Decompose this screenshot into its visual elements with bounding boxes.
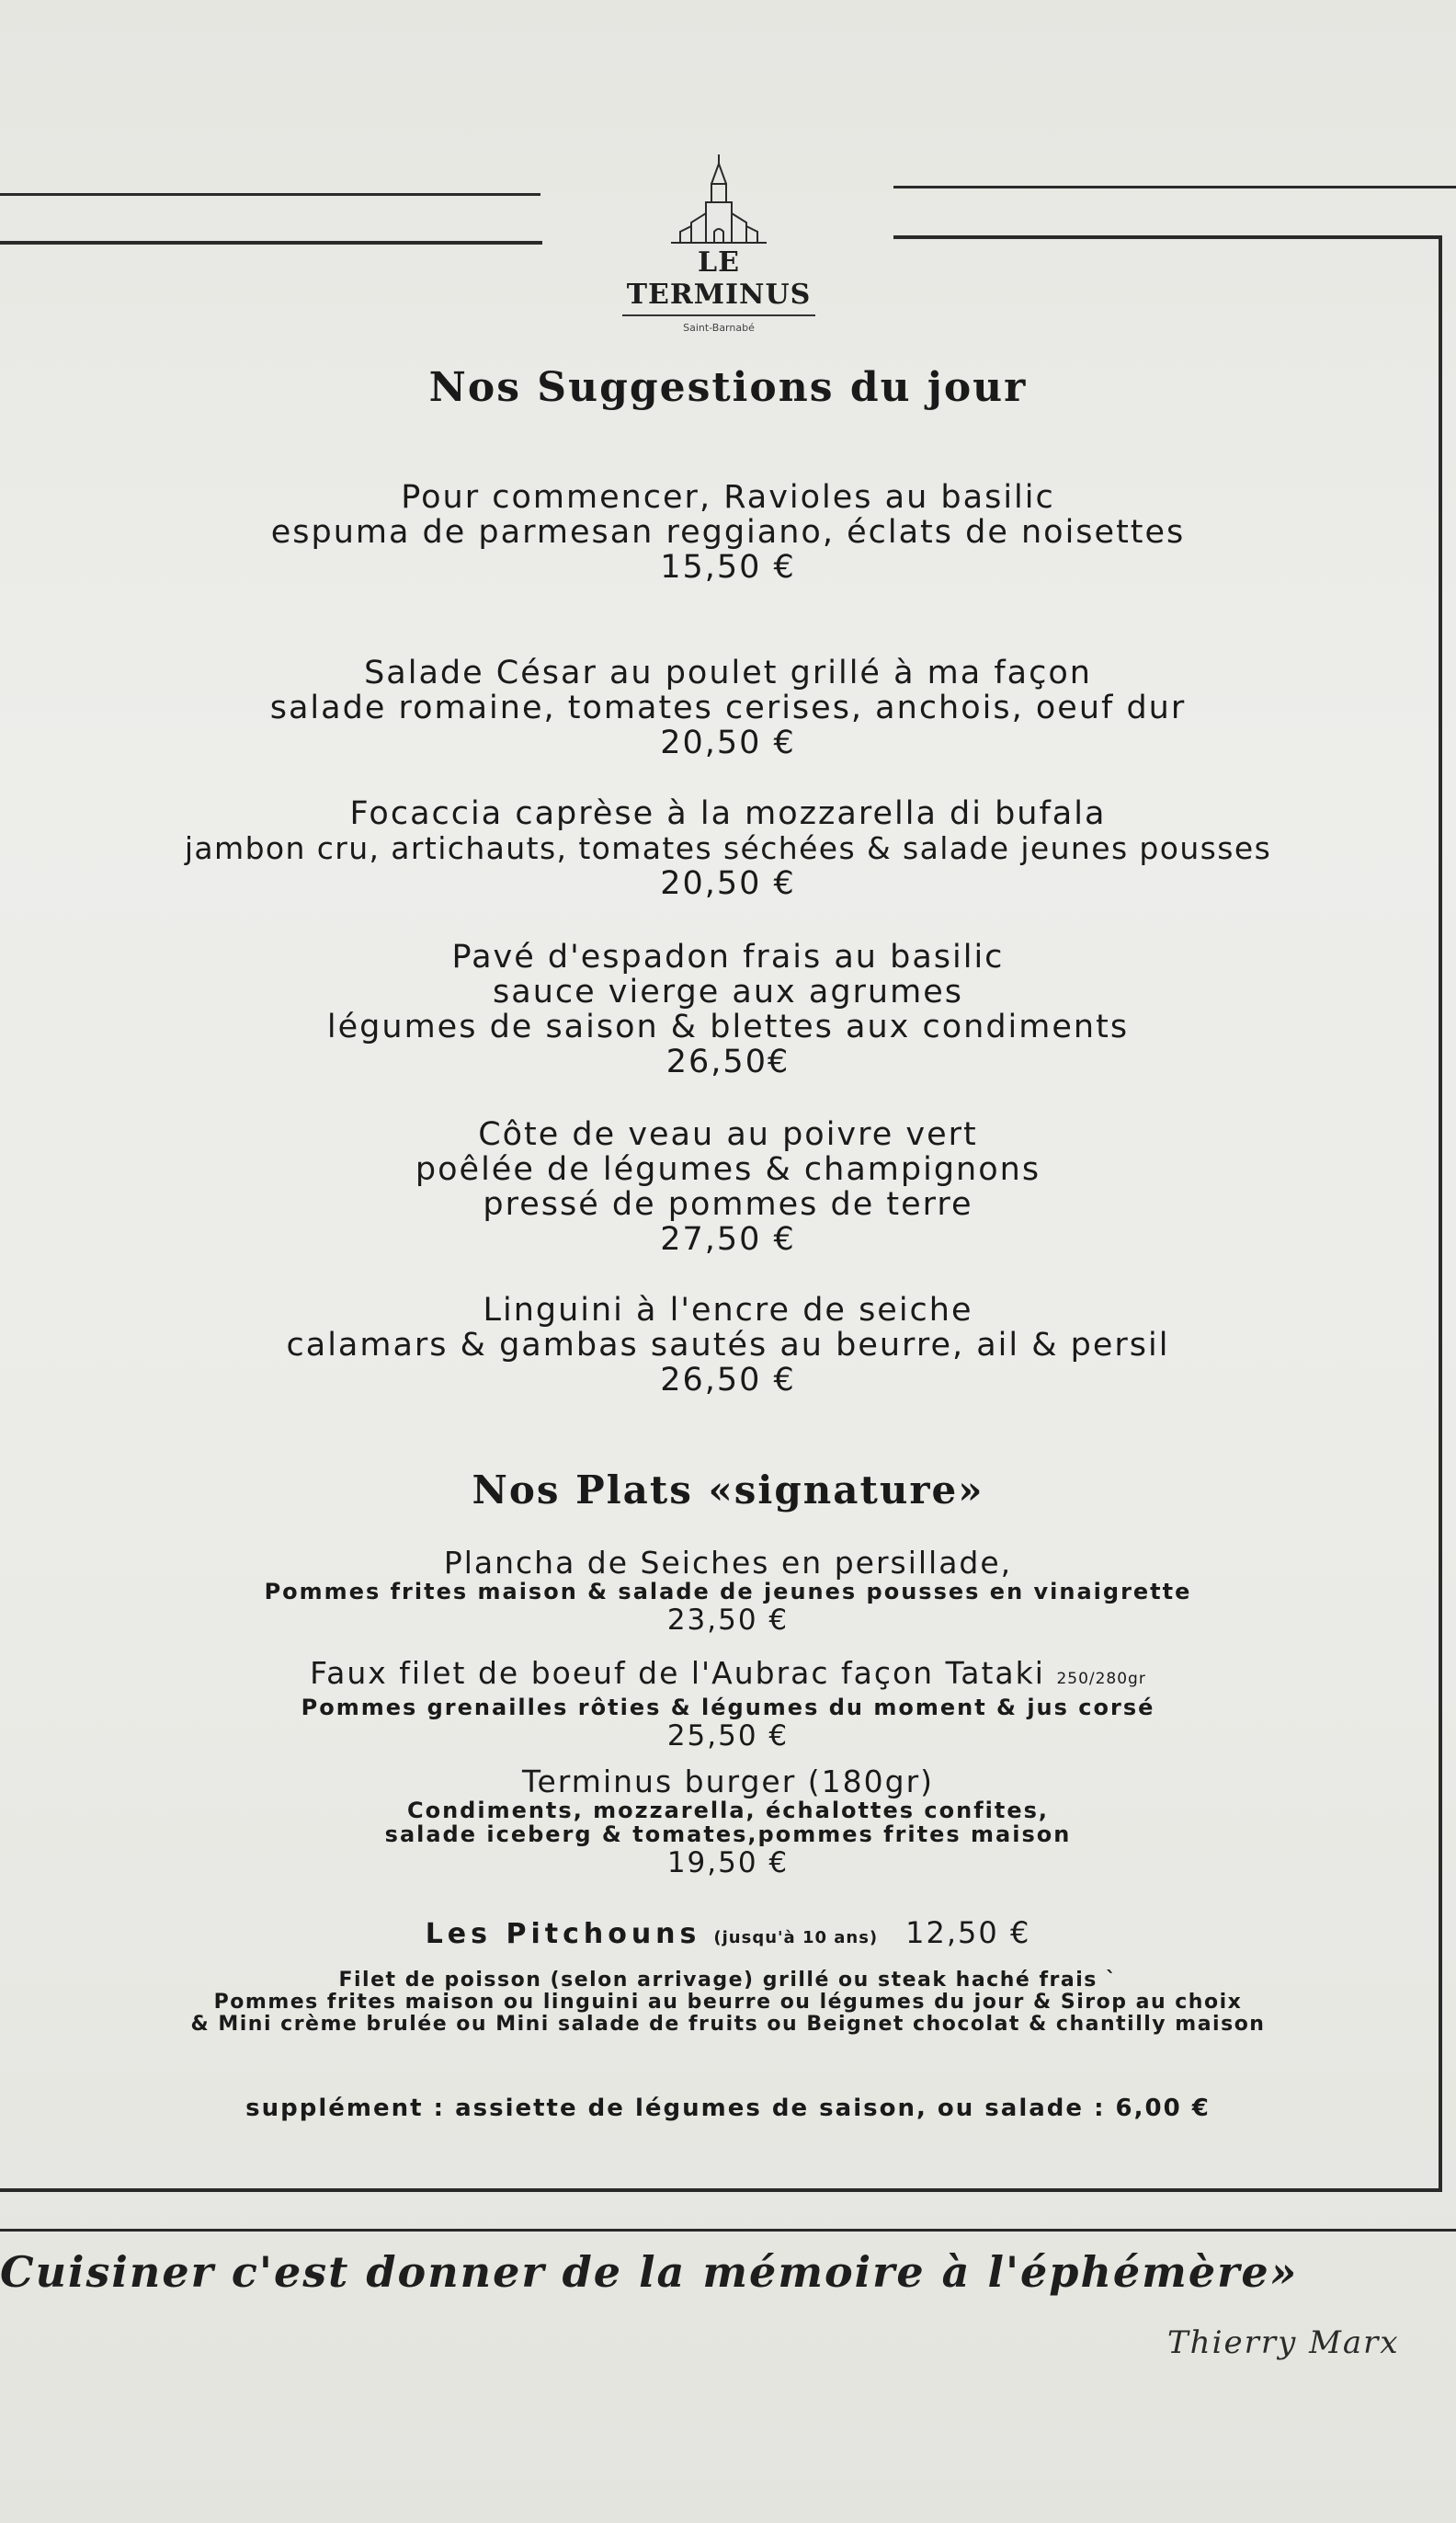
supplement-note: supplément : assiette de légumes de saison, ou salade : 6,00 €: [245, 2095, 1211, 2122]
suggestion-dish: [0, 940, 1456, 1079]
dish-weight: 250/280gr: [1056, 1670, 1146, 1688]
dish-price: 26,50 €: [660, 1362, 796, 1398]
dish-price: 26,50€: [665, 1044, 791, 1080]
dish-line: espuma de parmesan reggiano, éclats de noisettes: [270, 514, 1186, 551]
dish-price: 25,50 €: [666, 1719, 790, 1752]
signature-dish: [0, 1657, 1456, 1752]
dish-details: salade iceberg & tomates,pommes frites maison: [384, 1821, 1072, 1847]
top-rule-left-upper: [0, 193, 540, 196]
kids-menu-line: & Mini crème brulée ou Mini salade de fruits ou Beignet chocolat & chantilly maison: [190, 2013, 1266, 2036]
dish-line: sauce vierge aux agrumes: [493, 974, 963, 1010]
church-steeple-icon: [664, 153, 774, 245]
bottom-rule-upper: [0, 2188, 1442, 2192]
dish-line: Pavé d'espadon frais au basilic: [451, 939, 1005, 976]
kids-menu-title: Les Pitchouns: [425, 1918, 701, 1950]
dish-price: 19,50 €: [666, 1846, 790, 1879]
dish-price: 27,50 €: [660, 1221, 796, 1258]
dish-line: Focaccia caprèse à la mozzarella di bufala: [349, 795, 1107, 832]
restaurant-logo: [612, 153, 825, 334]
dish-price: 20,50 €: [660, 865, 796, 902]
restaurant-subtitle: Saint-Barnabé: [683, 322, 755, 334]
signature-dish: [0, 1765, 1456, 1879]
suggestion-dish: [0, 480, 1456, 585]
dish-line: jambon cru, artichauts, tomates séchées & salade jeunes pousses: [184, 830, 1272, 866]
top-rule-right-lower: [893, 235, 1442, 239]
dish-line: Côte de veau au poivre vert: [478, 1116, 978, 1153]
suggestion-dish: [0, 656, 1456, 760]
dish-name-text: Faux filet de boeuf de l'Aubrac façon Tataki: [310, 1655, 1045, 1691]
dish-line: poêlée de légumes & champignons: [415, 1151, 1041, 1188]
kids-menu-header: [0, 1916, 1456, 1955]
quote-author: Thierry Marx: [1167, 2324, 1400, 2361]
kids-menu-price: 12,50 €: [905, 1915, 1031, 1950]
dish-name: [0, 1547, 1456, 1580]
dish-name: [0, 1765, 1456, 1798]
dish-line: salade romaine, tomates cerises, anchois, oeuf dur: [269, 690, 1187, 726]
kids-menu-line: Pommes frites maison ou linguini au beurre ou légumes du jour & Sirop au choix: [213, 1991, 1243, 2014]
top-rule-right-upper: [893, 186, 1456, 188]
dish-line: calamars & gambas sautés au beurre, ail & persil: [286, 1327, 1170, 1364]
suggestion-dish: [0, 796, 1456, 901]
dish-details: Pommes frites maison & salade de jeunes pousses en vinaigrette: [264, 1579, 1192, 1604]
dish-price: 23,50 €: [666, 1604, 790, 1637]
signature-title: Nos Plats «signature»: [472, 1467, 984, 1513]
dish-line: Linguini à l'encre de seiche: [483, 1292, 973, 1329]
footer-quote: Cuisiner c'est donner de la mémoire à l'éphémère»: [0, 2247, 1299, 2297]
dish-details: Condiments, mozzarella, échalottes confites,: [406, 1798, 1050, 1823]
dish-price: 20,50 €: [660, 725, 796, 761]
dish-line: Salade César au poulet grillé à ma façon: [364, 655, 1092, 691]
bottom-rule-lower: [0, 2229, 1456, 2232]
kids-menu-age: (jusqu'à 10 ans): [713, 1928, 879, 1947]
dish-price: 15,50 €: [660, 549, 796, 586]
kids-menu-line: Filet de poisson (selon arrivage) grillé ou steak haché frais `: [338, 1969, 1118, 1992]
dish-name: [0, 1657, 1456, 1695]
suggestion-dish: [0, 1117, 1456, 1257]
suggestions-title: Nos Suggestions du jour: [428, 364, 1028, 411]
dish-name-text: Terminus burger (180gr): [521, 1764, 935, 1799]
dish-details: Pommes grenailles rôties & légumes du moment & jus corsé: [301, 1695, 1155, 1720]
dish-line: Pour commencer, Ravioles au basilic: [401, 479, 1055, 516]
suggestion-dish: [0, 1293, 1456, 1398]
logo-underline: [622, 314, 815, 316]
signature-dish: [0, 1547, 1456, 1637]
dish-line: légumes de saison & blettes aux condiments: [326, 1009, 1130, 1045]
kids-menu: [0, 1916, 1456, 2036]
top-rule-left-lower: [0, 241, 542, 245]
restaurant-name: LE TERMINUS: [626, 246, 812, 311]
dish-name-text: Plancha de Seiches en persillade,: [443, 1545, 1013, 1581]
dish-line: pressé de pommes de terre: [483, 1186, 973, 1223]
